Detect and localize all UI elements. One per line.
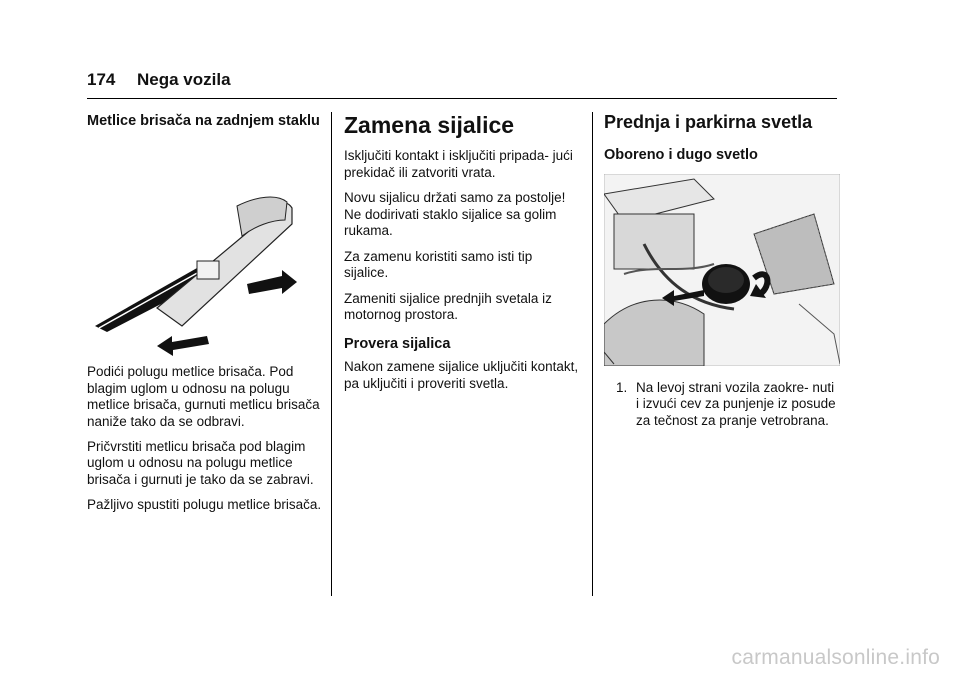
subheading-low-high-beam: Oboreno i dugo svetlo: [604, 146, 758, 163]
section-heading-wiper: Metlice brisača na zadnjem staklu: [87, 113, 320, 129]
section-heading-headlights: Prednja i parkirna svetla: [604, 112, 813, 132]
page-number: 174: [87, 70, 116, 89]
engine-bay-drawing: [604, 174, 840, 366]
wiper-paragraph-2: Pričvrstiti metlicu brisača pod blagim uglom u odnosu na polugu metlice brisača i gurnuti je tako da se zabravi.: [87, 439, 314, 487]
bulb-paragraph-4: Zameniti sijalice prednjih svetala iz motornog prostora.: [344, 290, 552, 323]
steps-list: [604, 380, 840, 429]
step-1: [604, 380, 840, 429]
page-header: [87, 70, 837, 100]
wiper-paragraph-3: Pažljivo spustiti polugu metlice brisača.: [87, 497, 322, 513]
column-bulb-replacement: [344, 112, 580, 401]
subheading-bulb-check: Provera sijalica: [344, 335, 451, 352]
chapter-title: Nega vozila: [137, 70, 231, 89]
step-1-text: Na levoj strani vozila zaokre- nuti i izvući cev za punjenje iz posude za tečnost za pranje vetrobrana.: [636, 379, 836, 428]
column-headlights: [604, 112, 840, 429]
column-wiper: [87, 112, 323, 523]
bulb-check-paragraph: Nakon zamene sijalice uključiti kontakt, pa uključiti i proveriti svetla.: [344, 359, 579, 391]
wiper-illustration: [87, 136, 323, 364]
engine-bay-illustration: [604, 174, 840, 370]
section-heading-bulb: Zamena sijalice: [344, 112, 515, 138]
watermark-text: carmanualsonline.info: [731, 646, 940, 669]
column-divider-2: [592, 112, 593, 596]
bulb-paragraph-2: Novu sijalicu držati samo za postolje! Ne dodirivati staklo sijalice sa golim rukama.: [344, 190, 566, 239]
bulb-paragraph-1: Isključiti kontakt i isključiti pripada- jući prekidač ili zatvoriti vrata.: [344, 148, 573, 180]
column-divider-1: [331, 112, 332, 596]
bulb-paragraph-3: Za zamenu koristiti samo isti tip sijalice.: [344, 248, 533, 281]
wiper-paragraph-1: Podići polugu metlice brisača. Pod blagim uglom u odnosu na polugu metlice brisača, gurnuti metlicu brisača naniže tako da se odbravi.: [87, 364, 320, 429]
header-divider: [87, 98, 837, 99]
step-1-number: 1.: [616, 379, 628, 395]
wiper-drawing: [87, 136, 323, 364]
